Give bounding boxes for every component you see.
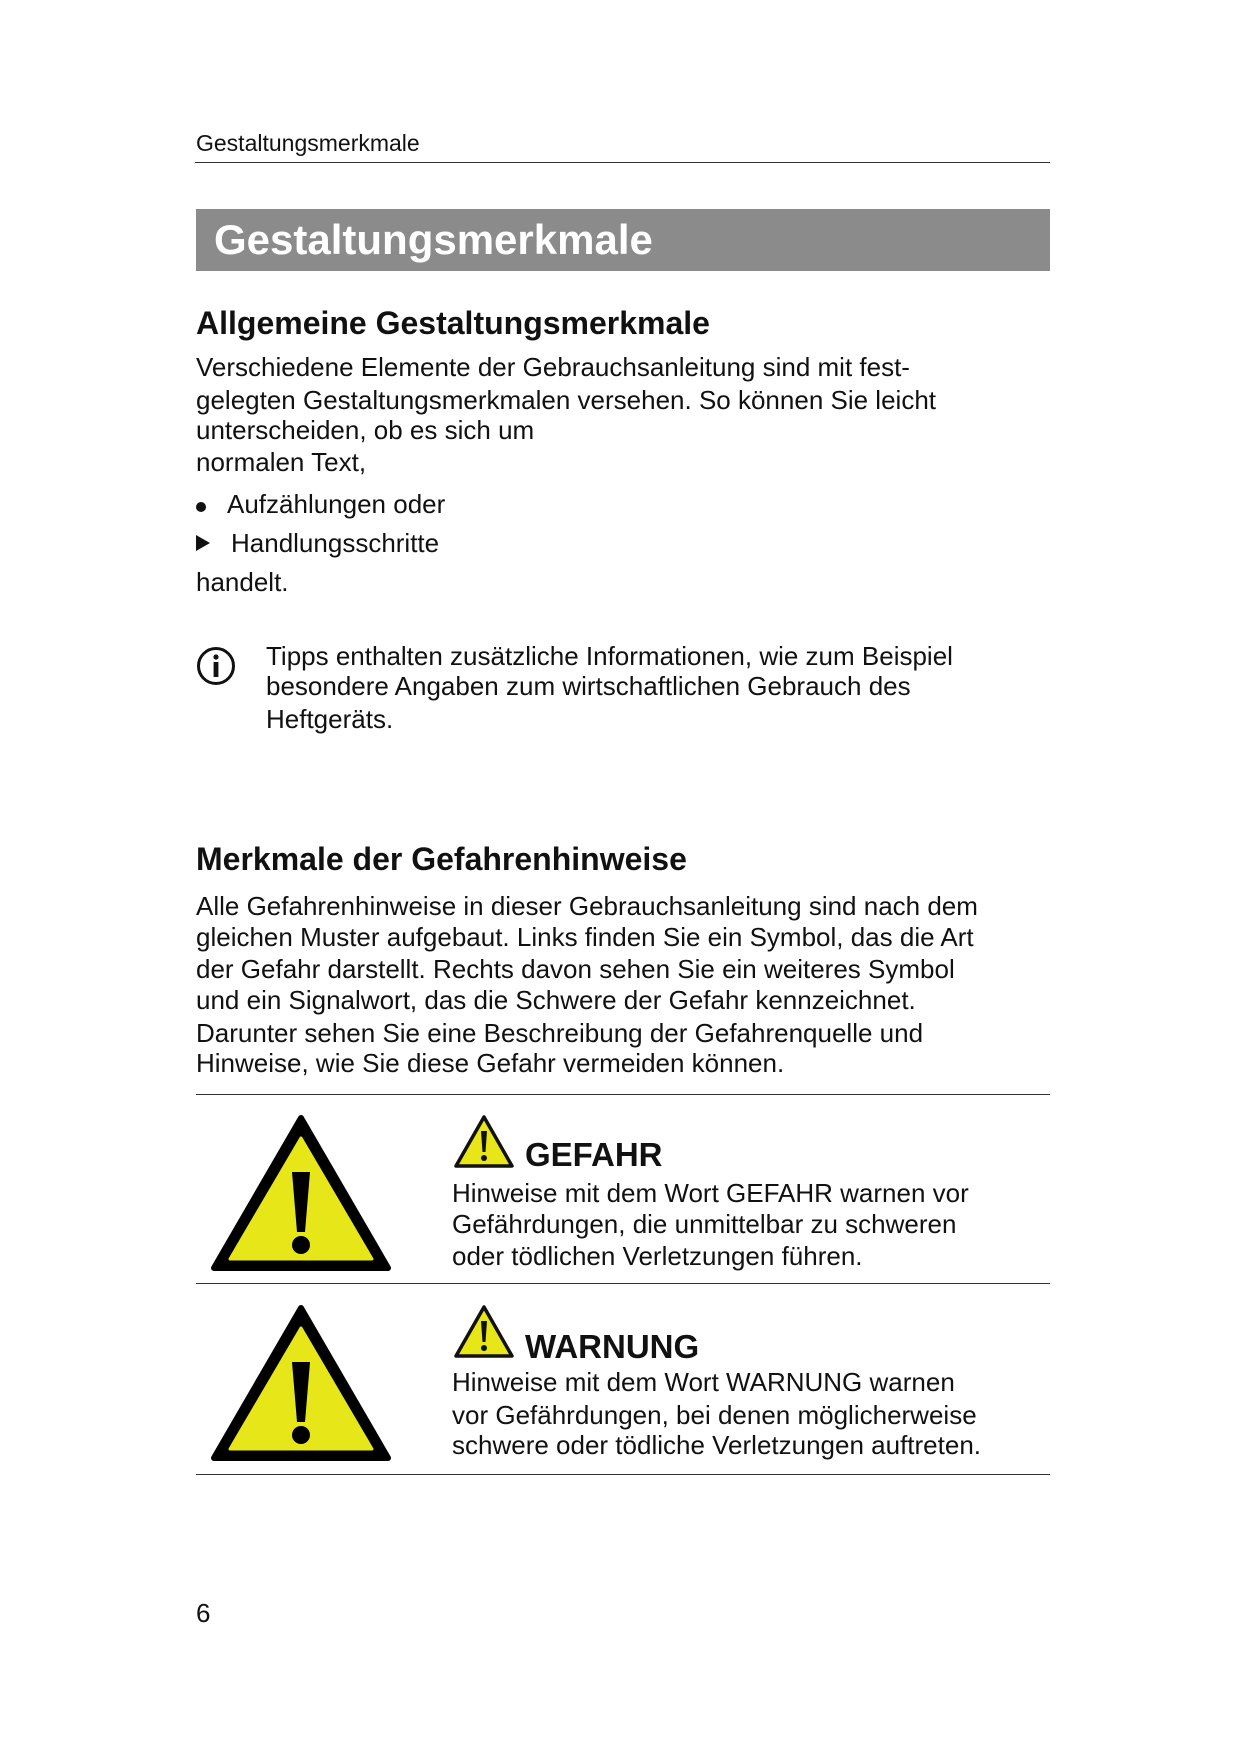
table-divider (196, 1283, 1050, 1284)
text-line: vor Gefährdungen, bei denen möglicherweise (452, 1400, 977, 1430)
warning-triangle-small-icon (453, 1114, 515, 1170)
text-line: unterscheiden, ob es sich um (196, 415, 535, 445)
step-item: Handlungsschritte (231, 528, 440, 558)
text-line: der Gefahr darstellt. Rechts davon sehen Sie ein weiteres Symbol (196, 954, 955, 984)
text-line: Hinweise, wie Sie diese Gefahr vermeiden können. (196, 1048, 785, 1078)
header-divider (195, 162, 1050, 163)
section-heading-hazards: Merkmale der Gefahrenhinweise (196, 841, 687, 877)
text-line: gleichen Muster aufgebaut. Links finden Sie ein Symbol, das die Art (196, 922, 974, 952)
text-line: oder tödlichen Verletzungen führen. (452, 1241, 863, 1271)
step-arrow-icon (196, 535, 210, 551)
signal-word-gefahr: GEFAHR (525, 1136, 663, 1173)
text-line: schwere oder tödliche Verletzungen auftreten. (452, 1430, 982, 1460)
warning-triangle-icon (210, 1114, 392, 1274)
text-line: Gefährdungen, die unmittelbar zu schweren (452, 1209, 957, 1239)
text-line: gelegten Gestaltungsmerkmalen versehen. So können Sie leicht (196, 385, 936, 415)
text-line: Darunter sehen Sie eine Beschreibung der Gefahrenquelle und (196, 1018, 924, 1048)
text-line: handelt. (196, 567, 289, 597)
section-heading-general: Allgemeine Gestaltungsmerkmale (196, 305, 710, 341)
text-line: Hinweise mit dem Wort WARNUNG warnen (452, 1367, 955, 1397)
signal-word-warnung: WARNUNG (525, 1328, 700, 1365)
warning-triangle-small-icon (453, 1304, 515, 1360)
text-line: Hinweise mit dem Wort GEFAHR warnen vor (452, 1178, 969, 1208)
text-line: normalen Text, (196, 447, 367, 477)
running-header: Gestaltungsmerkmale (196, 130, 420, 156)
text-line: Heftgeräts. (266, 704, 394, 734)
page-number: 6 (196, 1598, 211, 1628)
table-divider (196, 1474, 1050, 1475)
chapter-title: Gestaltungsmerkmale (196, 209, 1050, 271)
warning-triangle-icon (210, 1304, 392, 1464)
info-circle-icon (196, 646, 236, 686)
text-line: besondere Angaben zum wirtschaftlichen Gebrauch des (266, 671, 911, 701)
text-line: Alle Gefahrenhinweise in dieser Gebrauchsanleitung sind nach dem (196, 891, 978, 921)
text-line: und ein Signalwort, das die Schwere der Gefahr kennzeichnet. (196, 985, 916, 1015)
text-line: Tipps enthalten zusätzliche Informationen, wie zum Beispiel (266, 641, 953, 671)
text-line: Verschiedene Elemente der Gebrauchsanleitung sind mit fest- (196, 352, 910, 382)
bullet-item: Aufzählungen oder (227, 489, 446, 519)
table-divider (196, 1094, 1050, 1095)
bullet-dot-icon (196, 502, 206, 512)
